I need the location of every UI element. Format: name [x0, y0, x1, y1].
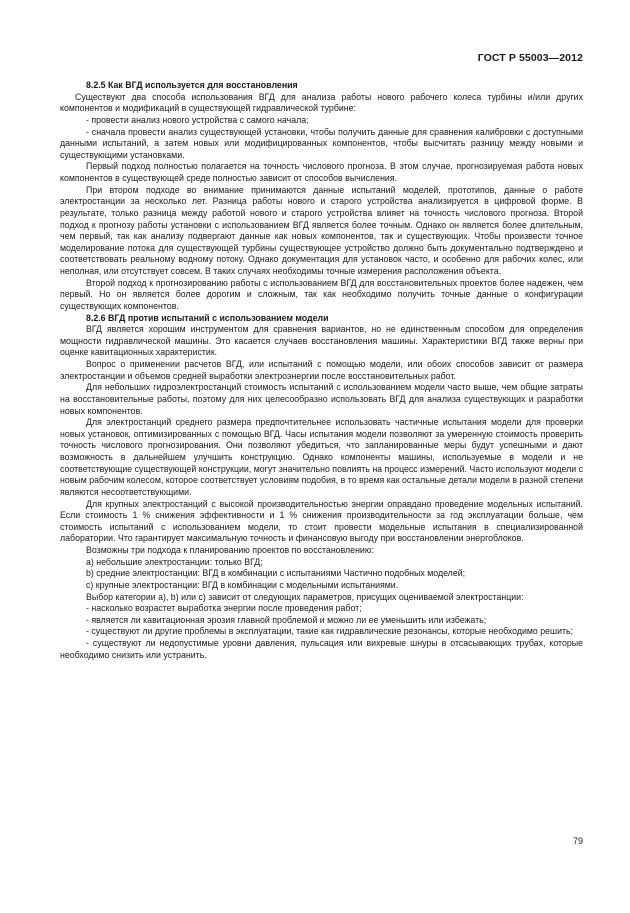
list-item: - существуют ли другие проблемы в эксплуатации, такие как гидравлические резонансы, которые необходимо решить; [86, 626, 574, 637]
list-item: - провести анализ нового устройства с самого начала; [86, 114, 309, 125]
paragraph: ВГД является хорошим инструментом для сравнения вариантов, но не единственным способом для определения мощности гидравлической машины. Это касается случаев восстановления машины. Характеристики ВГД также верны при оценке кавитационных характеристик. [60, 324, 583, 358]
document-standard-id: ГОСТ Р 55003—2012 [477, 52, 583, 64]
section-heading: 8.2.6 ВГД против испытаний с использованием модели [86, 312, 329, 323]
paragraph: Выбор категории а), b) или с) зависит от следующих параметров, присущих оцениваемой электростанции: [86, 591, 524, 602]
list-item: - существуют ли недопустимые уровни давления, пульсация или вихревые шнуры в отсасывающих трубах, которые необходимо снизить или устранить. [60, 638, 583, 660]
paragraph: Возможны три подхода к планированию проектов по восстановлению: [86, 545, 374, 555]
list-item: - сначала провести анализ существующей установки, чтобы получить данные для сравнения калибровки с доступными данными испытаний, а затем новых или модифицированных компонентов, чтобы высчитать разницу между новыми и существующими установками. [60, 126, 583, 160]
paragraph: Для электростанций среднего размера предпочтительнее использовать частичные испытания модели для проверки новых установок, оптимизированных с помощью ВГД. Часы испытания модели позволяют за умеренную стоимость проверить точность числового прогнозирования. Они позволяют убедиться, что запланированные меры будут успешными и дают возможность в дальнейшем улучшить конструкцию. Однако компоненты машины, используемые в модели и не соответствующие существующей конструкции, могут значительно повлиять на процесс измерений. Часто используют модели с новым рабочим колесом, которое соответствует условиям подобия, в то время как остальные детали модели в разной степени являются несоответствующими. [60, 417, 583, 497]
paragraph: Первый подход полностью полагается на точность числового прогноза. В этом случае, прогнозируемая работа новых компонентов в существующей среде полностью зависит от способов вычисления. [60, 161, 583, 183]
list-item: - насколько возрастет выработка энергии после проведения работ; [86, 603, 362, 614]
list-item: с) крупные электростанции: ВГД в комбинации с модельными испытаниями. [86, 579, 399, 590]
document-header [478, 52, 583, 64]
paragraph: При втором подходе во внимание принимаются данные испытаний моделей, прототипов, данные о работе электростанции за несколько лет. Разница работы нового и старого устройства анализируется в цифровой форме. В результате, только разница между работой нового и старого устройства влияет на точность числового прогноза. Второй подход к прогнозу работы установки с использованием ВГД является более точным. Однако он является более длительным, чем первый, так как анализу подвергают данные как новых компонентов, так и существующих. Чтобы произвести точное моделирование потока для существующей турбины существующее устройство должно быть документально подтверждено и соответствовать реальному водному потоку. Однако документация для установок часто, и особенно для рабочих колес, или неполная, или отсутствует совсем. В таких случаях необходимы точные измерения расположения объекта. [60, 184, 583, 276]
page-number: 79 [572, 836, 583, 846]
list-item: а) небольшие электростанции: только ВГД; [86, 556, 263, 567]
section-heading: 8.2.5 Как ВГД используется для восстановления [86, 80, 298, 90]
paragraph: Для крупных электростанций с высокой производительностью энергии оправдано проведение модельных испытаний. Если стоимость 1 % снижения эффективности и 1 % снижения производительности за год эксплуатации больше, чем стоимость испытаний с использованием модели, то стоит провести модельные испытания в специализированной лаборатории. Что гарантирует максимальную точность и финансовую выгоду при восстановлении энергоблоков. [60, 498, 583, 544]
paragraph: Для небольших гидроэлектростанций стоимость испытаний с использованием модели часто выше, чем общие затраты на восстановительные работы, поэтому для них целесообразно использовать ВГД для анализа существующих и разработки новых компонентов. [60, 382, 583, 416]
list-item: - является ли кавитационная эрозия главной проблемой и можно ли ее уменьшить или избежать; [86, 614, 487, 625]
list-item: b) средние электростанции: ВГД в комбинации с испытаниями Частично подобных моделей; [86, 568, 466, 579]
page-body [60, 80, 583, 661]
paragraph: Существуют два способа использования ВГД для анализа работы нового рабочего колеса турбины и/или других компонентов и модификаций в существующей гидравлической турбине: [60, 91, 583, 114]
paragraph: Второй подход к прогнозированию работы с использованием ВГД для восстановительных проектов более надежен, чем первый. Но он является более дорогим и сложным, так как необходимо получить точные данные о конфигурации существующих компонентов. [60, 277, 583, 311]
paragraph: Вопрос о применении расчетов ВГД, или испытаний с помощью модели, или обоих способов зависит от размера электростанции и объемов средней выработки электроэнергии после восстановительных работ. [60, 359, 583, 381]
